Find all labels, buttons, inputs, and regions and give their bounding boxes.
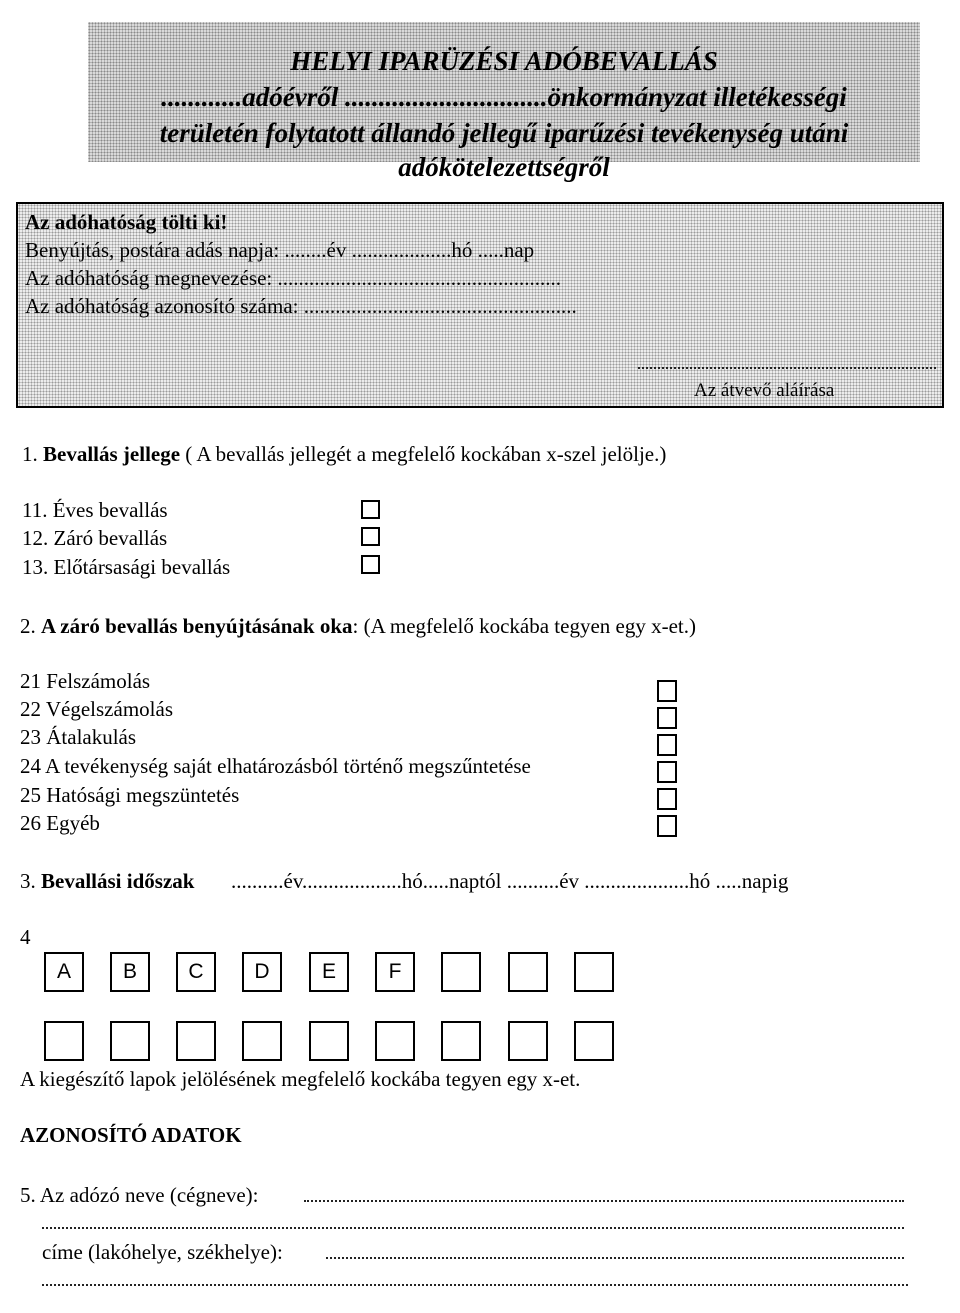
option-12-checkbox[interactable] xyxy=(361,527,380,546)
option-25-checkbox[interactable] xyxy=(657,788,677,810)
supplement-box-8[interactable] xyxy=(508,952,548,992)
section-4-number: 4 xyxy=(20,925,31,949)
taxpayer-address-field[interactable] xyxy=(326,1257,904,1259)
authority-name-field[interactable]: Az adóhatóság megnevezése: ...................................................... xyxy=(25,266,561,290)
option-24-checkbox[interactable] xyxy=(657,761,677,783)
option-21-checkbox[interactable] xyxy=(657,680,677,702)
option-23-label: 23 Átalakulás xyxy=(20,725,137,749)
taxpayer-address-field-continued[interactable] xyxy=(42,1284,908,1286)
form-subtitle-line-1: ............adóévről ..............................önkormányzat illetékességi xyxy=(161,82,847,112)
option-21-label: 21 Felszámolás xyxy=(20,669,151,693)
option-13-checkbox[interactable] xyxy=(361,555,380,574)
period-fields[interactable]: ..........év...................hó.....naptól ..........év ....................hó .....napig xyxy=(231,869,789,893)
section-1-instruction: ( A bevallás jellegét a megfelelő kockában x-szel jelölje.) xyxy=(180,442,667,466)
supplement-box-14[interactable] xyxy=(309,1021,349,1061)
supplement-box-13[interactable] xyxy=(242,1021,282,1061)
supplement-instruction: A kiegészítő lapok jelölésének megfelelő kockába tegyen egy x-et. xyxy=(20,1067,581,1091)
section-3-number: 3. xyxy=(20,869,41,893)
option-22-label: 22 Végelszámolás xyxy=(20,697,173,721)
option-24-label: 24 A tevékenység saját elhatározásból történő megszűntetése xyxy=(20,754,531,778)
taxpayer-name-field-continued[interactable] xyxy=(42,1227,904,1229)
supplement-box-10[interactable] xyxy=(44,1021,84,1061)
supplement-box-b[interactable]: B xyxy=(110,952,150,992)
supplement-box-16[interactable] xyxy=(441,1021,481,1061)
option-12-label: 12. Záró bevallás xyxy=(22,526,168,550)
form-title: HELYI IPARÜZÉSI ADÓBEVALLÁS xyxy=(290,46,718,76)
supplement-box-e[interactable]: E xyxy=(309,952,349,992)
supplement-box-15[interactable] xyxy=(375,1021,415,1061)
signature-line[interactable] xyxy=(638,367,936,369)
option-13-label: 13. Előtársasági bevallás xyxy=(22,555,231,579)
authority-id-field[interactable]: Az adóhatóság azonosító száma: .................................................... xyxy=(25,294,577,318)
taxpayer-name-field[interactable] xyxy=(304,1200,904,1202)
section-2-heading xyxy=(20,614,696,639)
option-11-label: 11. Éves bevallás xyxy=(22,498,168,522)
form-subtitle-line-2: területén folytatott állandó jellegű iparűzési tevékenység utáni xyxy=(159,118,849,148)
section-2-title: A záró bevallás benyújtásának oka xyxy=(41,614,353,638)
supplement-box-f[interactable]: F xyxy=(375,952,415,992)
supplement-box-17[interactable] xyxy=(508,1021,548,1061)
supplement-box-a[interactable]: A xyxy=(44,952,84,992)
taxpayer-address-label: címe (lakóhelye, székhelye): xyxy=(42,1240,283,1264)
supplement-box-9[interactable] xyxy=(574,952,614,992)
supplement-box-12[interactable] xyxy=(176,1021,216,1061)
supplement-box-c[interactable]: C xyxy=(176,952,216,992)
option-25-label: 25 Hatósági megszüntetés xyxy=(20,783,240,807)
option-23-checkbox[interactable] xyxy=(657,734,677,756)
option-11-checkbox[interactable] xyxy=(361,500,380,519)
section-1-number: 1. xyxy=(22,442,43,466)
authority-box xyxy=(16,202,944,408)
supplement-box-d[interactable]: D xyxy=(242,952,282,992)
authority-heading: Az adóhatóság tölti ki! xyxy=(25,210,228,234)
section-2-number: 2. xyxy=(20,614,41,638)
section-3-title: Bevallási időszak xyxy=(41,869,195,893)
section-2-instruction: : (A megfelelő kockába tegyen egy x-et.) xyxy=(352,614,696,638)
identification-heading: AZONOSÍTÓ ADATOK xyxy=(20,1123,242,1147)
signature-label: Az átvevő aláírása xyxy=(694,380,835,401)
section-1-heading xyxy=(22,442,666,467)
option-26-checkbox[interactable] xyxy=(657,815,677,837)
submission-date-field[interactable]: Benyújtás, postára adás napja: ........év ...................hó .....nap xyxy=(25,238,535,262)
form-subtitle-line-3: adókötelezettségről xyxy=(398,152,610,182)
option-26-label: 26 Egyéb xyxy=(20,811,100,835)
section-1-title: Bevallás jellege xyxy=(43,442,181,466)
supplement-box-18[interactable] xyxy=(574,1021,614,1061)
section-3-heading xyxy=(20,869,194,894)
supplement-box-7[interactable] xyxy=(441,952,481,992)
option-22-checkbox[interactable] xyxy=(657,707,677,729)
form-header xyxy=(88,22,920,182)
supplement-box-11[interactable] xyxy=(110,1021,150,1061)
taxpayer-name-label: 5. Az adózó neve (cégneve): xyxy=(20,1183,259,1207)
